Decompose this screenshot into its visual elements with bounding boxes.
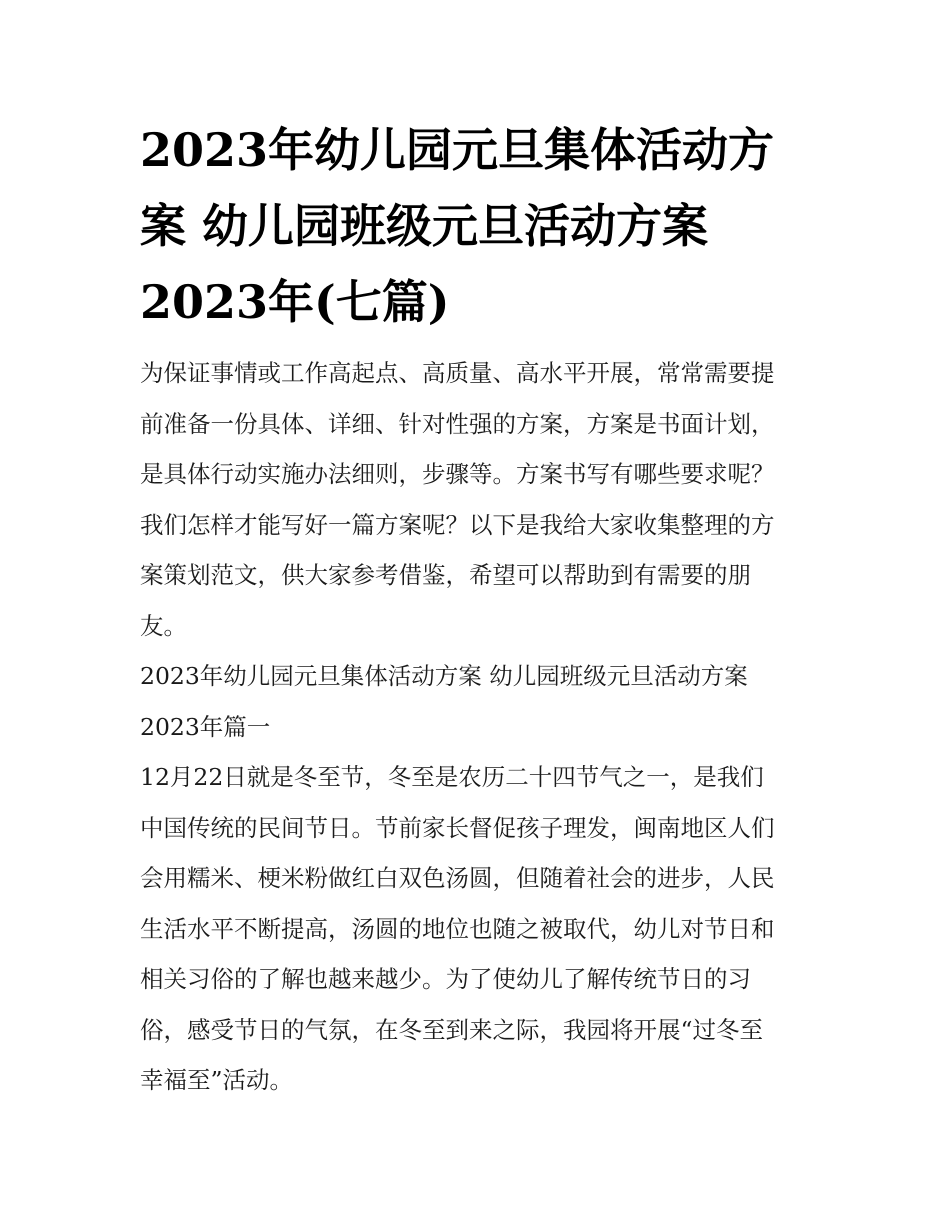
- intro-line: 我们怎样才能写好一篇方案呢？以下是我给大家收集整理的方: [140, 510, 775, 539]
- body-line: 12月22日就是冬至节，冬至是农历二十四节气之一，是我们: [140, 763, 764, 791]
- section-heading-line: 2023年幼儿园元旦集体活动方案 幼儿园班级元旦活动方案: [140, 662, 748, 690]
- intro-line: 案策划范文，供大家参考借鉴，希望可以帮助到有需要的朋: [140, 561, 751, 589]
- intro-line: 是具体行动实施办法细则，步骤等。方案书写有哪些要求呢？: [140, 460, 775, 488]
- body-line: 俗，感受节日的气氛，在冬至到来之际，我园将开展“过冬至: [140, 1015, 764, 1044]
- title-line: 案 幼儿园班级元旦活动方案: [140, 199, 709, 253]
- title-line: 2023年幼儿园元旦集体活动方: [140, 123, 775, 177]
- body-line: 相关习俗的了解也越来越少。为了使幼儿了解传统节日的习: [140, 965, 751, 993]
- intro-line: 为保证事情或工作高起点、高质量、高水平开展，常常需要提: [140, 359, 775, 387]
- body-line: 会用糯米、梗米粉做红白双色汤圆，但随着社会的进步，人民: [140, 864, 775, 892]
- section-heading: [140, 651, 812, 752]
- document-content: [140, 112, 812, 1106]
- intro-paragraph: [140, 348, 812, 651]
- body-line: 中国传统的民间节日。节前家长督促孩子理发，闽南地区人们: [140, 813, 775, 842]
- intro-line: 友。: [140, 611, 187, 640]
- body-line: 幸福至”活动。: [140, 1066, 294, 1094]
- title-line: 2023年(七篇): [140, 275, 450, 329]
- document-title: [140, 112, 812, 340]
- body-line: 生活水平不断提高，汤圆的地位也随之被取代，幼儿对节日和: [140, 914, 775, 943]
- section-heading-line: 2023年篇一: [140, 712, 271, 741]
- body-paragraph: [140, 752, 812, 1106]
- intro-line: 前准备一份具体、详细、针对性强的方案，方案是书面计划，: [140, 409, 775, 438]
